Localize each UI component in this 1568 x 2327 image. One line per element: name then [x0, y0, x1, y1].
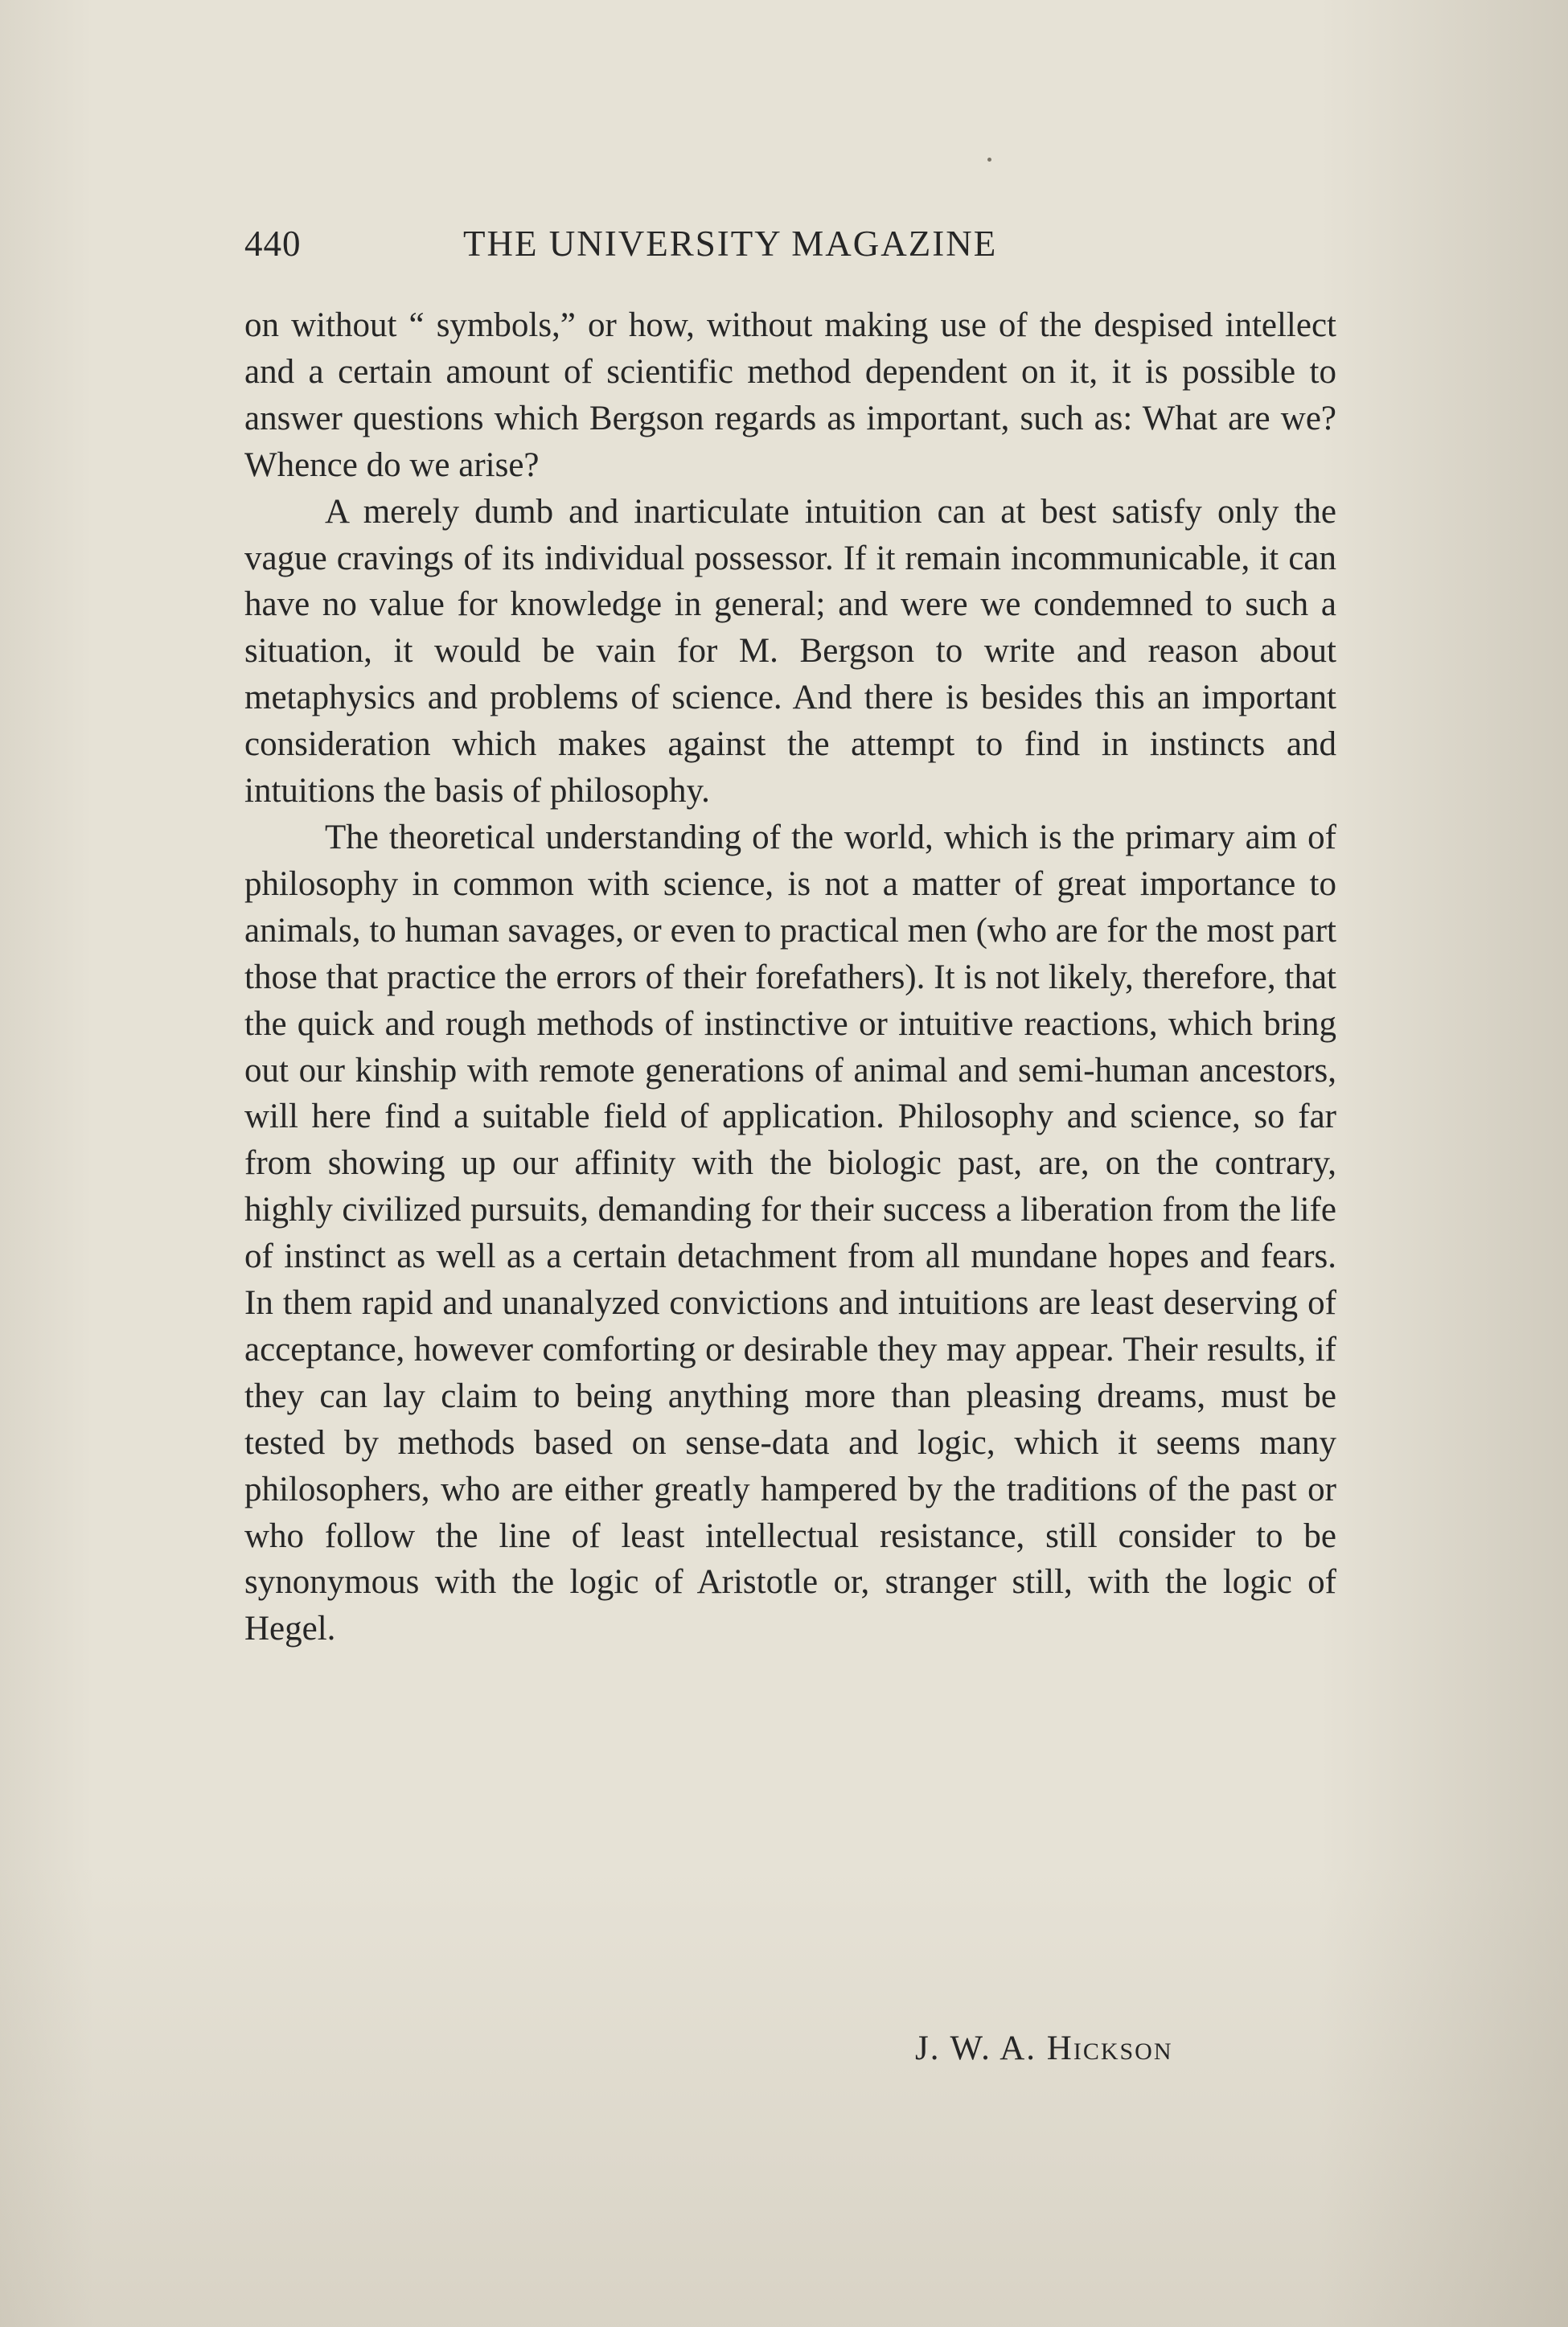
running-title: THE UNIVERSITY MAGAZINE	[463, 224, 998, 264]
paragraph-intuition: A merely dumb and inarticulate intuition can at best satisfy only the vague cravings of its individual possessor. If it remain incommunicable, it can have no value for knowledge in general; and were we condemned to such a situation, it would be vain for M. Bergson to write and reason about metaphysics and problems of science. And there is besides this an important consideration which makes against the attempt to find in instincts and intuitions the basis of philosophy.	[244, 492, 1336, 811]
article-body	[244, 302, 1336, 1652]
paragraph-theoretical-understanding: The theoretical understanding of the world, which is the primary aim of philosophy in common with science, is not a matter of great importance to animals, to human savages, or even to practical men (who are for the most part those that practice the errors of their forefathers). It is not likely, therefore, that the quick and rough methods of instinctive or intuitive reactions, which bring out our kinship with remote generations of animal and semi-human ancestors, will here find a suitable field of application. Philosophy and science, so far from showing up our affinity with the biologic past, are, on the contrary, highly civilized pursuits, demanding for their success a liberation from the life of instinct as well as a certain detachment from all mundane hopes and fears. In them rapid and unanalyzed convictions and intuitions are least deserving of acceptance, however comforting or desirable they may appear. Their results, if they can lay claim to being anything more than pleasing dreams, must be tested by methods based on sense-data and logic, which it seems many philosophers, who are either greatly hampered by the traditions of the past or who follow the line of least intellectual resistance, still consider to be synonymous with the logic of Aristotle or, stranger still, with the logic of Hegel.	[244, 818, 1336, 1648]
paragraph-continuation: on without “ symbols,” or how, without making use of the despised intellect and a certain amount of scientific method dependent on it, it is possible to answer questions which Bergson regards as important, such as: What are we? Whence do we arise?	[244, 306, 1336, 484]
running-header	[244, 215, 1113, 272]
author-signature: J. W. A. Hickson	[915, 2029, 1173, 2067]
ink-speck	[987, 158, 991, 162]
page-number: 440	[244, 224, 302, 264]
